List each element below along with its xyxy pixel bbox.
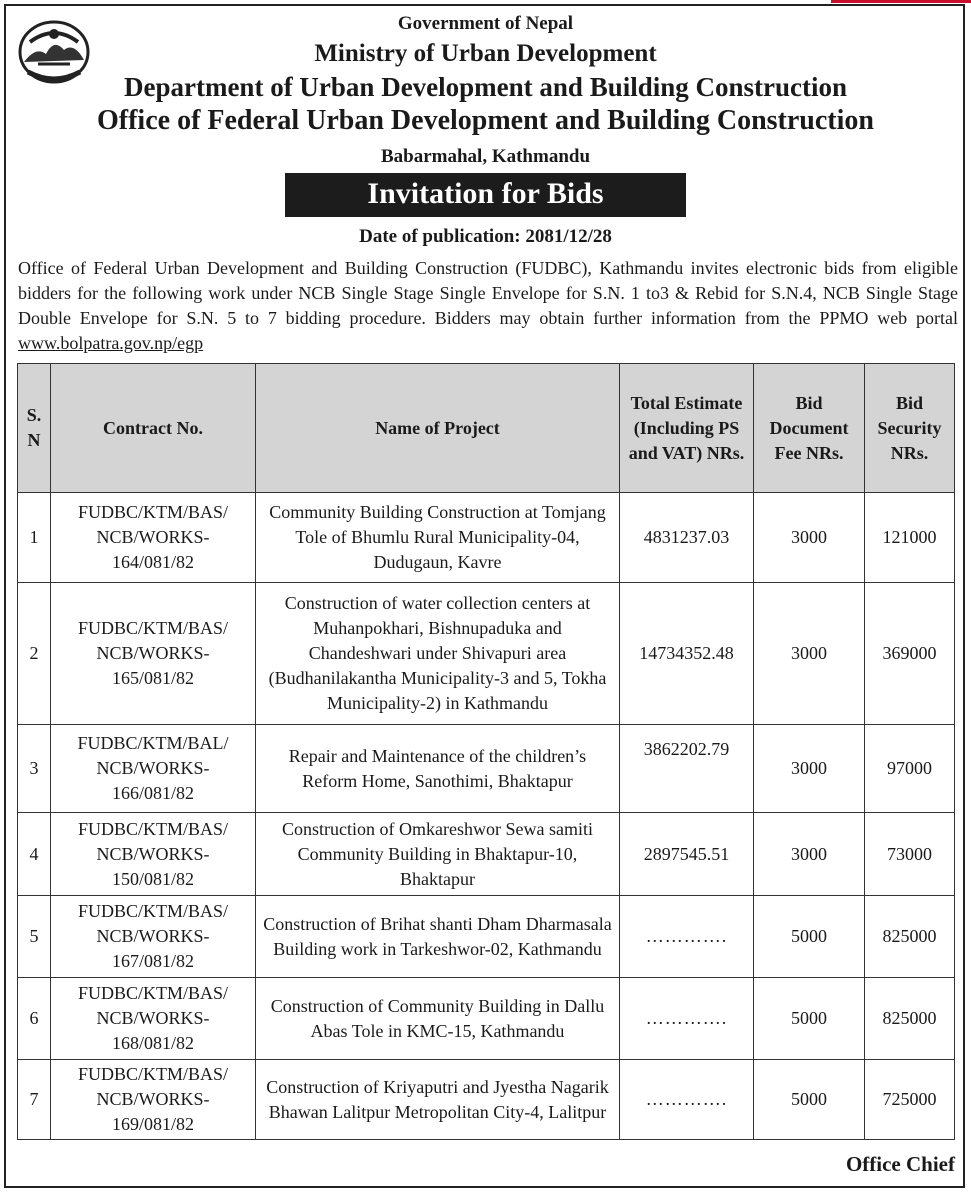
row-sn: 5 — [18, 896, 51, 978]
office-heading: Office of Federal Urban Development and Building Construction — [97, 105, 874, 136]
header-bid-security: Bid Security NRs. — [865, 364, 955, 493]
government-heading: Government of Nepal — [397, 13, 574, 34]
office-address: Babarmahal, Kathmandu — [380, 146, 591, 167]
row-contract-no: FUDBC/KTM/BAL/ NCB/WORKS- 166/081/82 — [51, 725, 256, 813]
row-estimate: 3862202.79 — [620, 725, 754, 813]
row-contract-no: FUDBC/KTM/BAS/ NCB/WORKS- 165/081/82 — [51, 583, 256, 725]
row-project-name: Construction of Community Building in Dallu Abas Tole in KMC-15, Kathmandu — [256, 978, 620, 1060]
row-fee: 5000 — [754, 896, 865, 978]
publication-date: Date of publication: 2081/12/28 — [359, 226, 612, 247]
row-security: 121000 — [865, 493, 955, 583]
row-project-name: Construction of Kriyaputri and Jyestha Nagarik Bhawan Lalitpur Metropolitan City-4, Lalitpur — [256, 1060, 620, 1140]
row-project-name: Community Building Construction at Tomjang Tole of Bhumlu Rural Municipality-04, Dudugaun, Kavre — [256, 493, 620, 583]
row-estimate: …………. — [620, 1060, 754, 1140]
row-project-name: Construction of Brihat shanti Dham Dharmasala Building work in Tarkeshwor-02, Kathmandu — [256, 896, 620, 978]
ministry-heading: Ministry of Urban Development — [314, 40, 657, 67]
row-project-name: Repair and Maintenance of the children’s Reform Home, Sanothimi, Bhaktapur — [256, 725, 620, 813]
row-fee: 3000 — [754, 813, 865, 896]
table-row — [18, 493, 955, 583]
row-security: 825000 — [865, 896, 955, 978]
header-project-name: Name of Project — [256, 364, 620, 493]
row-sn: 3 — [18, 725, 51, 813]
row-sn: 1 — [18, 493, 51, 583]
row-estimate: 2897545.51 — [620, 813, 754, 896]
ppmo-portal-link[interactable]: www.bolpatra.gov.np/egp — [18, 333, 204, 353]
table-row — [18, 978, 955, 1060]
row-estimate: …………. — [620, 896, 754, 978]
row-contract-no: FUDBC/KTM/BAS/ NCB/WORKS- 164/081/82 — [51, 493, 256, 583]
intro-text: Office of Federal Urban Development and Building Construction (FUDBC), Kathmandu invites electronic bids from eligible bidders for the following work under NCB Single Stage Single Envelope for S.N. 1 to3 & Rebid for S.N.4, NCB Single Stage Double Envelope for S.N. 5 to 7 bidding procedure. Bidders may obtain further information from the PPMO web portal — [18, 258, 958, 328]
table-row — [18, 725, 955, 813]
top-accent-bar — [831, 0, 971, 3]
row-sn: 2 — [18, 583, 51, 725]
table-row — [18, 583, 955, 725]
row-estimate: …………. — [620, 978, 754, 1060]
row-security: 725000 — [865, 1060, 955, 1140]
row-security: 97000 — [865, 725, 955, 813]
row-security: 369000 — [865, 583, 955, 725]
table-row — [18, 813, 955, 896]
table-row — [18, 896, 955, 978]
row-estimate: 14734352.48 — [620, 583, 754, 725]
notice-title: Invitation for Bids — [285, 173, 686, 217]
row-fee: 3000 — [754, 493, 865, 583]
row-security: 73000 — [865, 813, 955, 896]
row-contract-no: FUDBC/KTM/BAS/ NCB/WORKS- 168/081/82 — [51, 978, 256, 1060]
header-total-estimate: Total Estimate (Including PS and VAT) NRs. — [620, 364, 754, 493]
intro-paragraph — [18, 256, 958, 356]
row-fee: 3000 — [754, 725, 865, 813]
row-sn: 7 — [18, 1060, 51, 1140]
department-heading: Department of Urban Development and Building Construction — [123, 72, 848, 102]
row-fee: 5000 — [754, 1060, 865, 1140]
row-fee: 3000 — [754, 583, 865, 725]
row-contract-no: FUDBC/KTM/BAS/ NCB/WORKS- 169/081/82 — [51, 1060, 256, 1140]
header-sn: S. N — [18, 364, 51, 493]
table-row — [18, 1060, 955, 1140]
table-header-row — [18, 364, 955, 493]
row-contract-no: FUDBC/KTM/BAS/ NCB/WORKS- 167/081/82 — [51, 896, 256, 978]
row-fee: 5000 — [754, 978, 865, 1060]
row-sn: 4 — [18, 813, 51, 896]
row-security: 825000 — [865, 978, 955, 1060]
header-contract-no: Contract No. — [51, 364, 256, 493]
row-estimate: 4831237.03 — [620, 493, 754, 583]
row-sn: 6 — [18, 978, 51, 1060]
row-project-name: Construction of water collection centers at Muhanpokhari, Bishnupaduka and Chandeshwari under Shivapuri area (Budhanilakantha Municipality-3 and 5, Tokha Municipality-2) in Kathmandu — [256, 583, 620, 725]
row-contract-no: FUDBC/KTM/BAS/ NCB/WORKS- 150/081/82 — [51, 813, 256, 896]
row-project-name: Construction of Omkareshwor Sewa samiti Community Building in Bhaktapur-10, Bhaktapur — [256, 813, 620, 896]
office-chief-signoff: Office Chief — [845, 1152, 955, 1176]
bids-table — [17, 363, 955, 1140]
header-bid-document-fee: Bid Document Fee NRs. — [754, 364, 865, 493]
